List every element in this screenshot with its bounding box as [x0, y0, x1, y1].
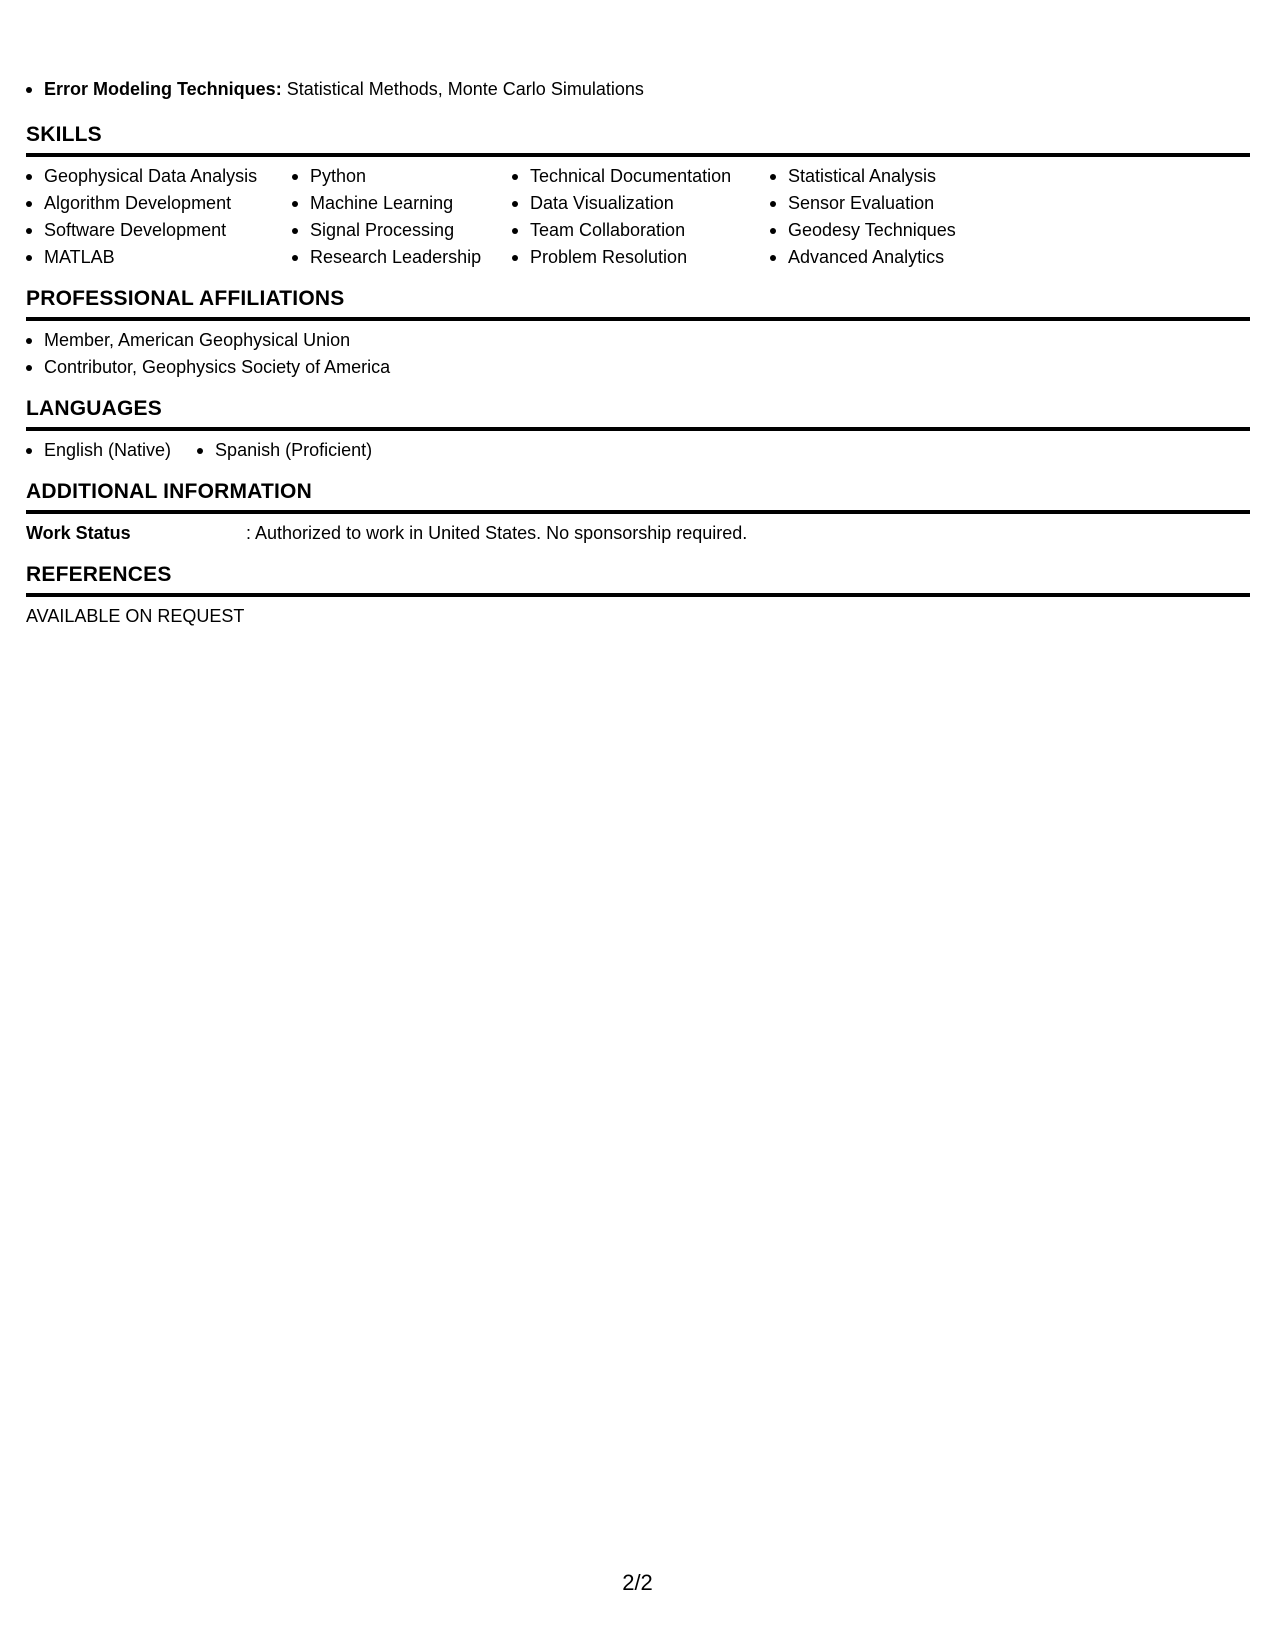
skills-column-4 — [770, 163, 1050, 271]
resume-content — [26, 76, 1250, 644]
language-item: Spanish (Proficient) — [197, 437, 372, 464]
skill-item: Geodesy Techniques — [770, 217, 1050, 244]
languages-list — [26, 431, 1250, 464]
work-status-row — [26, 514, 1250, 547]
affiliations-list — [26, 321, 1250, 381]
error-modeling-list — [26, 76, 1250, 103]
additional-info-heading: ADDITIONAL INFORMATION — [26, 478, 1250, 514]
skills-section — [26, 121, 1250, 271]
skill-item: Statistical Analysis — [770, 163, 1050, 190]
affiliations-section — [26, 285, 1250, 381]
skill-item: Algorithm Development — [26, 190, 292, 217]
skill-item: Software Development — [26, 217, 292, 244]
skills-grid — [26, 157, 1250, 271]
languages-heading: LANGUAGES — [26, 395, 1250, 431]
affiliation-item: Contributor, Geophysics Society of America — [26, 354, 1250, 381]
skills-column-1 — [26, 163, 292, 271]
skill-item: Sensor Evaluation — [770, 190, 1050, 217]
references-heading: REFERENCES — [26, 561, 1250, 597]
references-section — [26, 561, 1250, 630]
skill-item: MATLAB — [26, 244, 292, 271]
skills-column-2 — [292, 163, 512, 271]
page-number: 2/2 — [622, 1570, 653, 1595]
skill-item: Python — [292, 163, 512, 190]
work-status-label: Work Status — [26, 523, 131, 543]
references-text: AVAILABLE ON REQUEST — [26, 606, 245, 626]
affiliations-heading: PROFESSIONAL AFFILIATIONS — [26, 285, 1250, 321]
work-status-value: : Authorized to work in United States. No sponsorship required. — [246, 523, 748, 543]
languages-section — [26, 395, 1250, 464]
skill-item: Problem Resolution — [512, 244, 770, 271]
skills-heading: SKILLS — [26, 121, 1250, 157]
skill-item: Advanced Analytics — [770, 244, 1050, 271]
affiliation-item: Member, American Geophysical Union — [26, 327, 1250, 354]
language-item: English (Native) — [26, 437, 171, 464]
additional-info-section — [26, 478, 1250, 547]
error-modeling-item — [26, 76, 1250, 103]
skills-column-3 — [512, 163, 770, 271]
skill-item: Data Visualization — [512, 190, 770, 217]
error-modeling-value: Statistical Methods, Monte Carlo Simulations — [286, 79, 644, 99]
error-modeling-label: Error Modeling Techniques: — [44, 79, 282, 99]
skill-item: Machine Learning — [292, 190, 512, 217]
skill-item: Geophysical Data Analysis — [26, 163, 292, 190]
skill-item: Technical Documentation — [512, 163, 770, 190]
skill-item: Team Collaboration — [512, 217, 770, 244]
skill-item: Signal Processing — [292, 217, 512, 244]
skill-item: Research Leadership — [292, 244, 512, 271]
